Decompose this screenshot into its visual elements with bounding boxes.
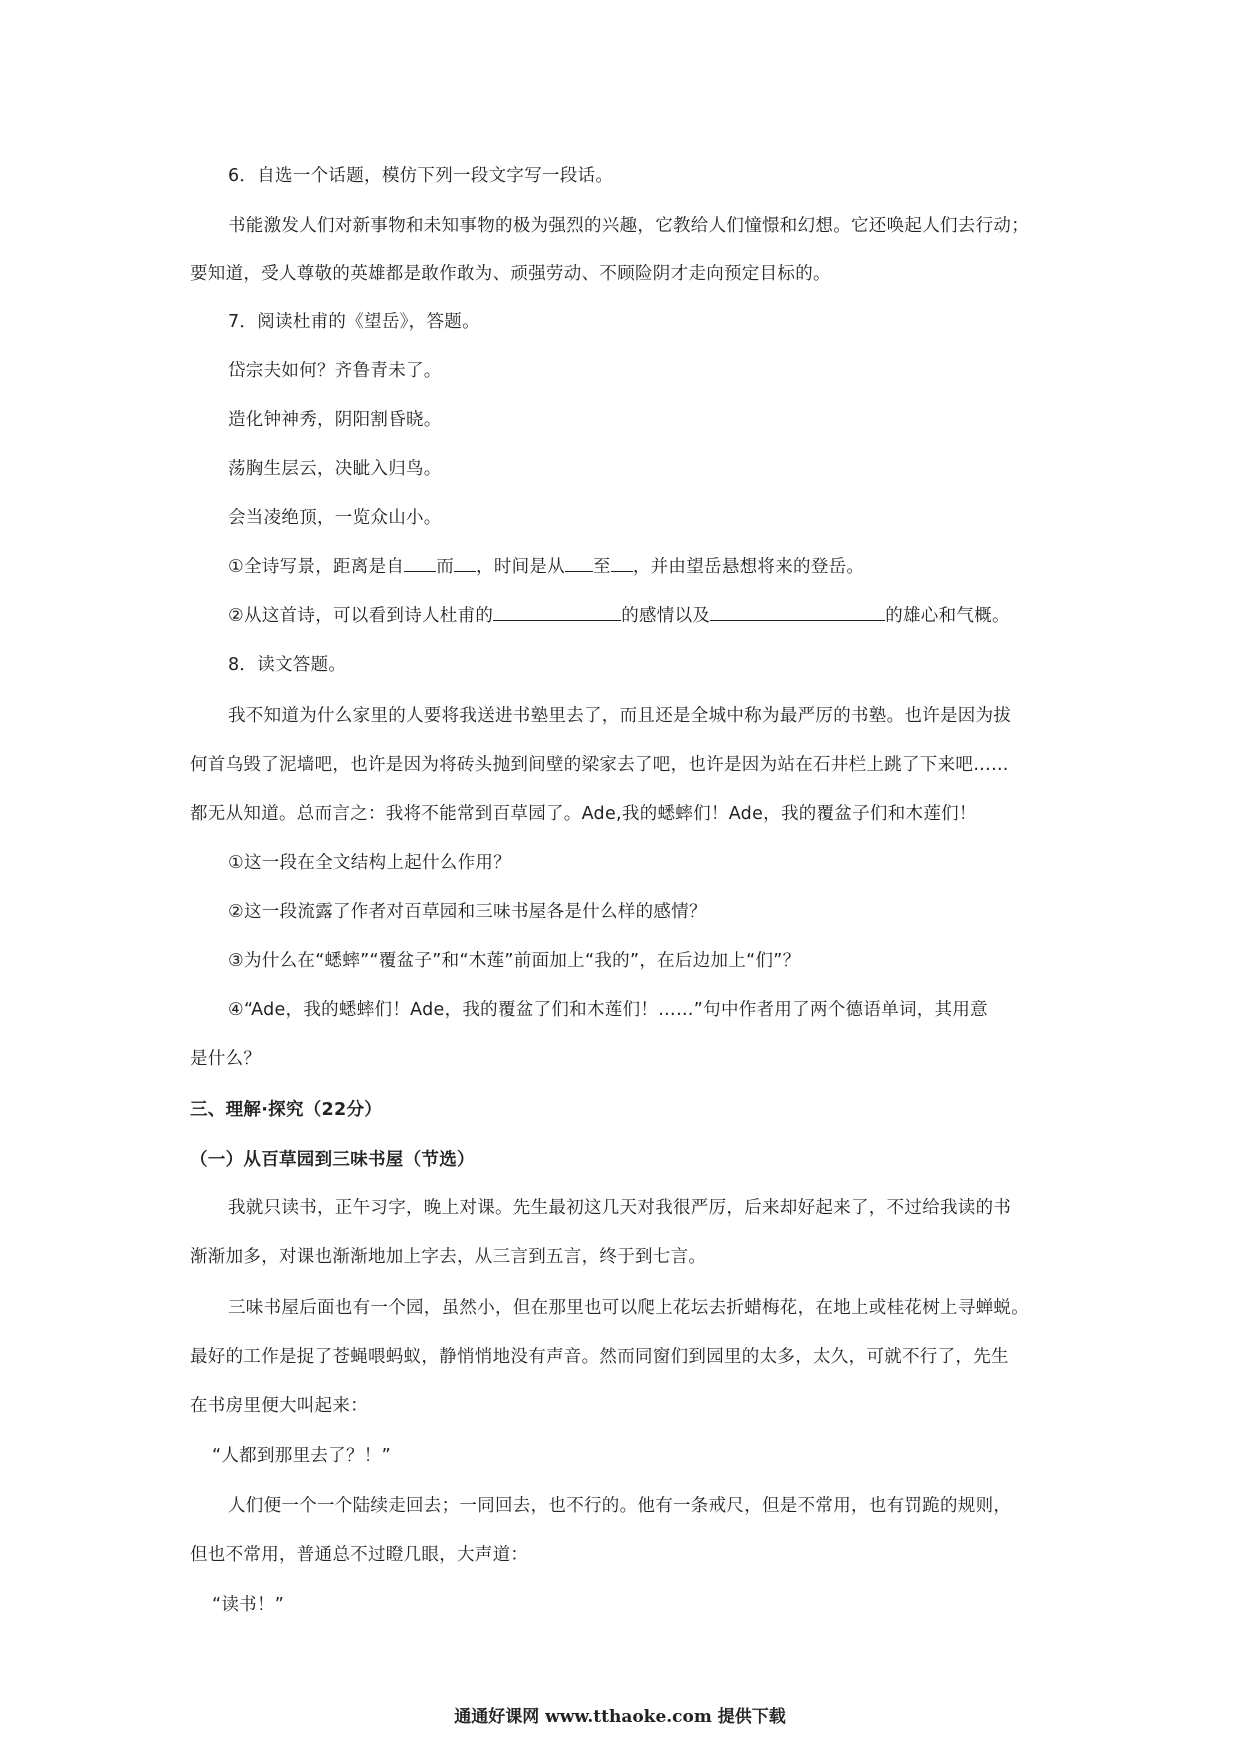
answer-blank [404,555,436,572]
q7-sub1-text-e: ，并由望岳悬想将来的登岳。 [632,557,865,577]
q8-paragraph-line-1: 我不知道为什么家里的人要将我送进书塾里去了，而且还是全城中称为最严厉的书塾。也许是因为拔 [228,706,1012,726]
answer-blank [565,555,593,572]
q7-sub2-text-a: ②从这首诗，可以看到诗人杜甫的 [228,606,494,626]
answer-blank [710,604,885,621]
poem-line-4: 会当凌绝顶，一览众山小。 [228,508,442,528]
passage-title: （一）从百草园到三味书屋（节选） [190,1150,475,1170]
answer-blank [611,555,633,572]
poem-line-3: 荡胸生层云，决眦入归鸟。 [228,459,442,479]
q7-sub1-text-d: 至 [593,557,611,577]
passage-quote-1: “人都到那里去了？！” [212,1446,391,1466]
passage-p3-line-1: 人们便一个一个陆续走回去；一同回去，也不行的。他有一条戒尺，但是不常用，也有罚跪的规则， [228,1496,1012,1516]
poem-line-2: 造化钟神秀，阴阳割昏晓。 [228,410,442,430]
passage-p1-line-2: 渐渐加多，对课也渐渐地加上字去，从三言到五言，终于到七言。 [190,1247,707,1267]
passage-p2-line-2: 最好的工作是捉了苍蝇喂蚂蚁，静悄悄地没有声音。然而同窗们到园里的太多，太久，可就不行了，先生 [190,1347,1009,1367]
q7-title: 7．阅读杜甫的《望岳》，答题。 [228,312,480,332]
q7-subquestion-2 [228,604,1010,628]
q8-title: 8．读文答题。 [228,655,347,675]
q8-question-a: ①这一段在全文结构上起什么作用？ [228,853,511,873]
q8-question-d-line-2: 是什么？ [190,1049,262,1069]
q7-sub1-text-b: 而 [436,557,455,577]
q7-sub1-text-c: ，时间是从 [476,557,566,577]
q7-sub1-text-a: ①全诗写景，距离是自 [228,557,405,577]
passage-p2-line-3: 在书房里便大叫起来： [190,1396,368,1416]
poem-line-1: 岱宗夫如何？齐鲁青未了。 [228,361,442,381]
passage-p3-line-2: 但也不常用，普通总不过瞪几眼，大声道： [190,1545,529,1565]
passage-p2-line-1: 三味书屋后面也有一个园，虽然小，但在那里也可以爬上花坛去折蜡梅花，在地上或桂花树上寻蝉蜕。 [228,1298,1029,1318]
q7-sub2-text-c: 的雄心和气概。 [885,606,1010,626]
q8-question-b: ②这一段流露了作者对百草园和三味书屋各是什么样的感情？ [228,902,707,922]
q8-paragraph-line-3: 都无从知道。总而言之：我将不能常到百草园了。Ade,我的蟋蟀们！Ade，我的覆盆子们和木莲们！ [190,804,977,824]
passage-quote-2: “读书！” [212,1595,285,1615]
q7-subquestion-1 [228,555,864,579]
q6-title: 6．自选一个话题，模仿下列一段文字写一段话。 [228,166,614,186]
passage-p1-line-1: 我就只读书，正午习字，晚上对课。先生最初这几天对我很严厉，后来却好起来了，不过给我读的书 [228,1198,1012,1218]
q7-sub2-text-b: 的感情以及 [621,606,711,626]
q6-paragraph-line-2: 要知道，受人尊敬的英雄都是敢作敢为、顽强劳动、不顾险阴才走向预定目标的。 [190,264,831,284]
q8-question-d-line-1: ④“Ade，我的蟋蟀们！Ade，我的覆盆了们和木莲们！……”句中作者用了两个德语单词，其用意 [228,1000,988,1020]
answer-blank [493,604,621,621]
q8-paragraph-line-2: 何首乌毁了泥墙吧，也许是因为将砖头抛到间壁的梁家去了吧，也许是因为站在石井栏上跳了下来吧…… [190,755,1009,775]
q6-paragraph-line-1: 书能激发人们对新事物和未知事物的极为强烈的兴趣，它教给人们憧憬和幻想。它还唤起人们去行动； [228,216,1029,236]
page-footer: 通通好课网 www.tthaoke.com 提供下载 [454,1707,786,1727]
section-heading: 三、理解·探究（22分） [190,1100,383,1120]
answer-blank [454,555,476,572]
q8-question-c: ③为什么在“蟋蟀”“覆盆子”和“木莲”前面加上“我的”，在后边加上“们”？ [228,951,801,971]
